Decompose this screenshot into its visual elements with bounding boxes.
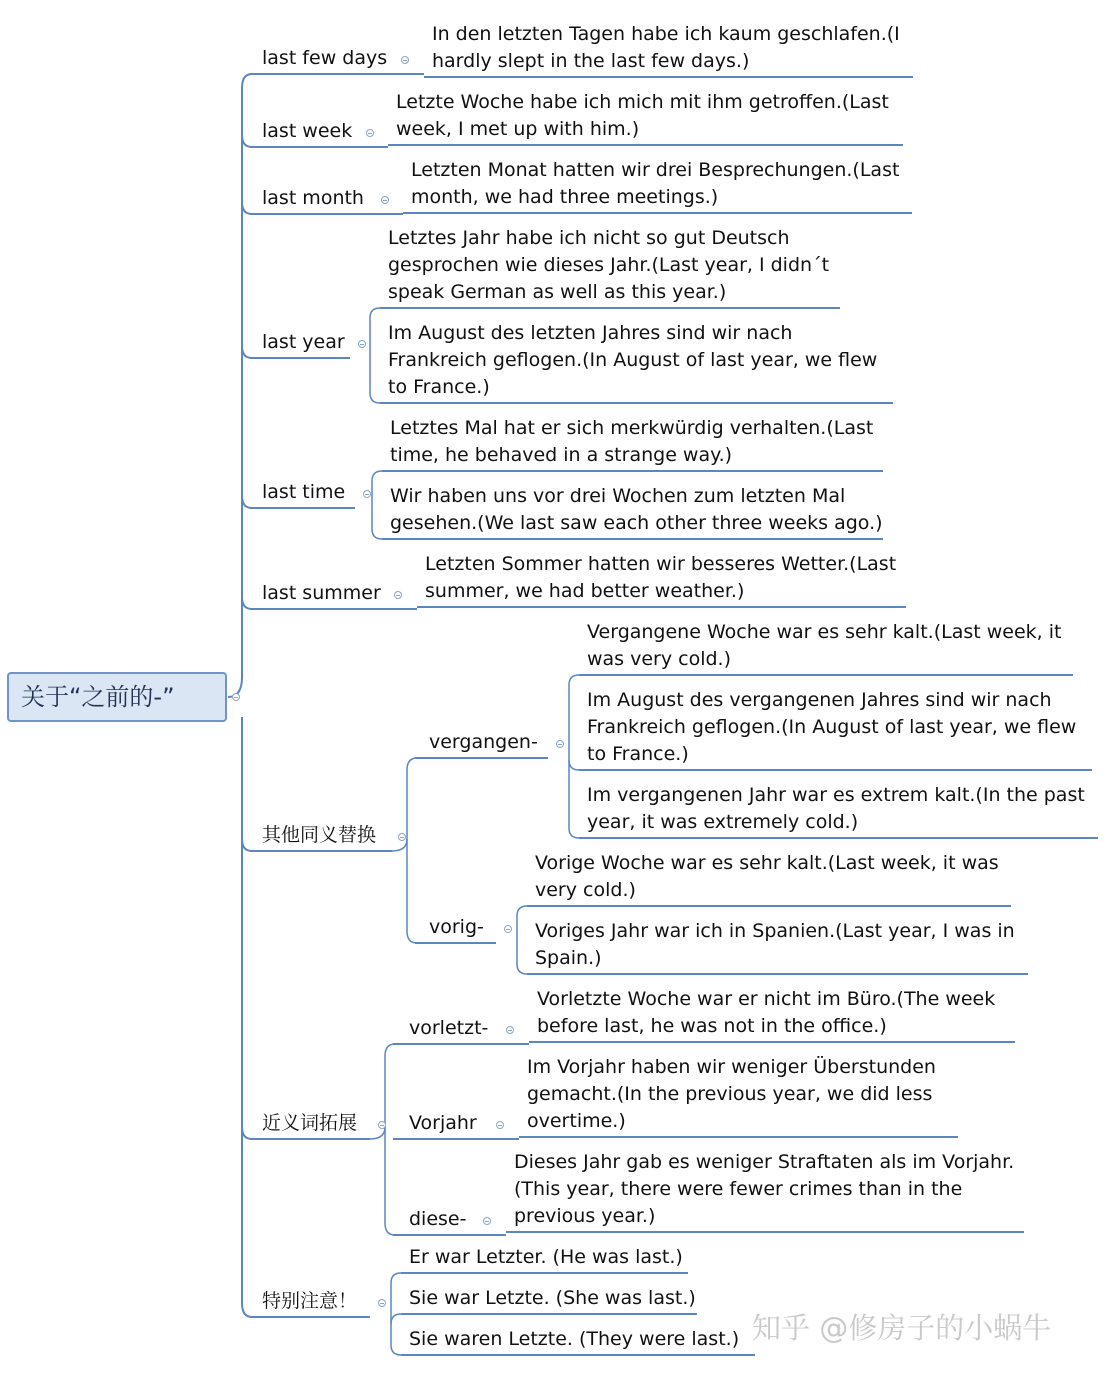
leaf-line: to France.)	[388, 376, 490, 398]
leaf-line: Letztes Mal hat er sich merkwürdig verhalten.(Last	[390, 417, 874, 439]
collapse-toggle-icon[interactable]	[381, 196, 389, 204]
connector	[242, 496, 252, 508]
leaf-topic[interactable]	[514, 1149, 1014, 1230]
leaf-topic[interactable]	[411, 157, 899, 211]
leaf-topic[interactable]	[535, 918, 1015, 972]
leaf-line: Vorletzte Woche war er nicht im Büro.(The week	[537, 988, 996, 1010]
connector	[407, 931, 417, 943]
connector	[242, 202, 252, 214]
leaf-line: Sie war Letzte. (She was last.)	[409, 1287, 696, 1309]
connector	[569, 675, 579, 685]
connector	[385, 1223, 395, 1235]
leaf-topic[interactable]	[587, 782, 1085, 836]
leaf-topic[interactable]	[587, 619, 1061, 673]
leaf-line: previous year.)	[514, 1205, 656, 1227]
leaf-line: overtime.)	[527, 1110, 626, 1132]
leaf-topic[interactable]	[537, 986, 995, 1040]
connector	[391, 1314, 401, 1324]
leaf-topic[interactable]	[432, 21, 900, 75]
leaf-line: Im Vorjahr haben wir weniger Überstunden	[527, 1056, 936, 1078]
leaf-line: Wir haben uns vor drei Wochen zum letzten Mal	[390, 485, 846, 507]
leaf-line: Im vergangenen Jahr war es extrem kalt.(In the past	[587, 784, 1085, 806]
connector	[370, 393, 380, 403]
leaf-line: hardly slept in the last few days.)	[432, 50, 750, 72]
collapse-toggle-icon[interactable]	[504, 925, 512, 933]
connector	[370, 308, 380, 318]
branch-topic[interactable]: 特别注意！	[262, 1290, 358, 1312]
connector	[392, 839, 407, 851]
connector	[242, 74, 252, 677]
leaf-line: gesehen.(We last saw each other three weeks ago.)	[390, 512, 883, 534]
connector	[242, 839, 252, 851]
leaf-line: before last, he was not in the office.)	[537, 1015, 887, 1037]
branch-topic[interactable]: last time	[262, 481, 346, 503]
leaf-line: Letzten Monat hatten wir drei Besprechungen.(Last	[411, 159, 900, 181]
connector	[391, 1345, 401, 1355]
collapse-toggle-icon[interactable]	[398, 833, 406, 841]
connector	[242, 135, 252, 147]
leaf-line: Spain.)	[535, 947, 602, 969]
leaf-line: Im August des letzten Jahres sind wir nach	[388, 322, 793, 344]
connector	[385, 1044, 395, 1056]
leaf-line: Letztes Jahr habe ich nicht so gut Deutsch	[388, 227, 790, 249]
leaf-line: In den letzten Tagen habe ich kaum geschlafen.(I	[432, 23, 900, 45]
leaf-line: Im August des vergangenen Jahres sind wir nach	[587, 689, 1052, 711]
leaf-topic[interactable]	[396, 89, 889, 143]
connector	[242, 1127, 252, 1139]
collapse-toggle-icon[interactable]	[556, 740, 564, 748]
collapse-toggle-icon[interactable]	[496, 1121, 504, 1129]
sub-topic[interactable]: diese-	[409, 1208, 467, 1230]
branch-topic[interactable]: last month	[262, 187, 364, 209]
connector	[569, 760, 579, 770]
leaf-line: month, we had three meetings.)	[411, 186, 719, 208]
connector	[407, 758, 417, 770]
leaf-line: Letzten Sommer hatten wir besseres Wetter.(Last	[425, 553, 897, 575]
collapse-toggle-icon[interactable]	[358, 340, 366, 348]
leaf-line: gemacht.(In the previous year, we did less	[527, 1083, 933, 1105]
sub-topic[interactable]: vergangen-	[429, 731, 538, 753]
branch-topic[interactable]: 其他同义替换	[262, 824, 377, 846]
leaf-line: speak German as well as this year.)	[388, 281, 727, 303]
branch-topic[interactable]: last few days	[262, 47, 388, 69]
leaf-line: week, I met up with him.)	[396, 118, 640, 140]
leaf-topic[interactable]	[390, 415, 873, 469]
leaf-line: (This year, there were fewer crimes than in the	[514, 1178, 963, 1200]
leaf-line: Voriges Jahr war ich in Spanien.(Last year, I was in	[535, 920, 1015, 942]
leaf-line: was very cold.)	[587, 648, 732, 670]
leaf-topic[interactable]	[425, 551, 896, 605]
connector	[242, 717, 252, 1317]
connector	[391, 1273, 401, 1283]
leaf-topic[interactable]	[409, 1285, 696, 1312]
connector	[517, 906, 527, 916]
leaf-topic[interactable]	[388, 225, 829, 306]
connector	[569, 828, 579, 838]
collapse-toggle-icon[interactable]	[483, 1217, 491, 1225]
sub-topic[interactable]: Vorjahr	[409, 1112, 477, 1134]
leaf-line: Frankreich geflogen.(In August of last year, we flew	[388, 349, 878, 371]
connector	[372, 529, 382, 539]
leaf-topic[interactable]	[527, 1054, 936, 1135]
collapse-toggle-icon[interactable]	[506, 1026, 514, 1034]
leaf-line: Vorige Woche war es sehr kalt.(Last week, it was	[535, 852, 999, 874]
leaf-line: summer, we had better weather.)	[425, 580, 745, 602]
connector	[517, 964, 527, 974]
leaf-line: gesprochen wie dieses Jahr.(Last year, I didn´t	[388, 254, 830, 276]
sub-topic[interactable]: vorletzt-	[409, 1017, 489, 1039]
leaf-line: to France.)	[587, 743, 689, 765]
collapse-toggle-icon[interactable]	[232, 693, 240, 701]
collapse-toggle-icon[interactable]	[366, 129, 374, 137]
collapse-toggle-icon[interactable]	[394, 591, 402, 599]
branch-topic[interactable]: last week	[262, 120, 353, 142]
root-topic[interactable]: 关于“之前的-”	[7, 672, 227, 722]
watermark: 知乎 @修房子的小蜗牛	[752, 1311, 1052, 1345]
branch-topic[interactable]: last summer	[262, 582, 381, 604]
leaf-line: Sie waren Letzte. (They were last.)	[409, 1328, 740, 1350]
leaf-line: Frankreich geflogen.(In August of last year, we flew	[587, 716, 1077, 738]
leaf-topic[interactable]	[535, 850, 999, 904]
leaf-line: time, he behaved in a strange way.)	[390, 444, 733, 466]
leaf-line: Letzte Woche habe ich mich mit ihm getroffen.(Last	[396, 91, 889, 113]
leaf-topic[interactable]	[409, 1244, 683, 1271]
leaf-line: year, it was extremely cold.)	[587, 811, 859, 833]
collapse-toggle-icon[interactable]	[378, 1299, 386, 1307]
collapse-toggle-icon[interactable]	[363, 490, 371, 498]
sub-topic[interactable]: vorig-	[429, 916, 484, 938]
branch-topic[interactable]: 近义词拓展	[262, 1112, 358, 1134]
leaf-topic[interactable]	[409, 1326, 739, 1353]
collapse-toggle-icon[interactable]	[378, 1121, 386, 1129]
connector	[372, 471, 382, 481]
collapse-toggle-icon[interactable]	[401, 56, 409, 64]
leaf-line: very cold.)	[535, 879, 636, 901]
connector	[242, 597, 252, 609]
branch-topic[interactable]: last year	[262, 331, 345, 353]
leaf-line: Er war Letzter. (He was last.)	[409, 1246, 683, 1268]
leaf-line: Vergangene Woche war es sehr kalt.(Last week, it	[587, 621, 1062, 643]
leaf-topic[interactable]	[587, 687, 1076, 768]
leaf-topic[interactable]	[390, 483, 883, 537]
leaf-line: Dieses Jahr gab es weniger Straftaten als im Vorjahr.	[514, 1151, 1015, 1173]
leaf-topic[interactable]	[388, 320, 877, 401]
connector	[242, 346, 252, 358]
